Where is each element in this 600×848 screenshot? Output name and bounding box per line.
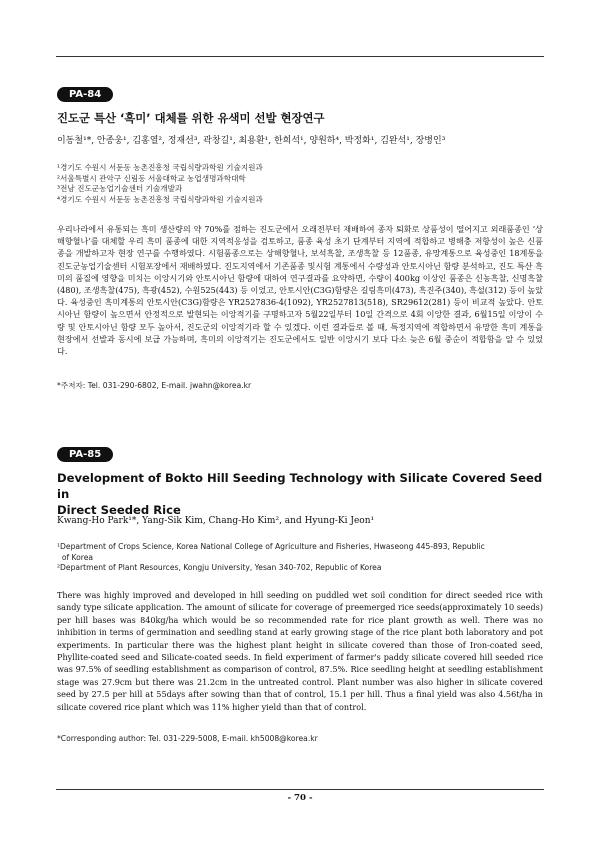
abstract-body: There was highly improved and developed in hill seeding on puddled wet soil condition for direct seeded rice with sandy type silicate application. The amount of silicate for coverage of preemerged rice seeds(approximately 10 seeds) per hill bases was 840kg/ha which would be so recommended rate for rice plant growth as well. There was no inhibition in terms of germination and seedling stand at early growing stage of the rice plant both laboratory and pot experiments. In particular there was the highest plant height in silicate covered than those of Iron-coated seed, Phyllite-coated seed and Silicate-coated seeds. In field experiment of farmer's paddy silicate covered hill seeded rice was 97.5% of seedling establishment as comparison of control, 87.5%. Rice seedling height at seedling establishment stage was 27.9cm but there was 21.2cm in the untreated control. Plant number was also higher in silicate covered seed by 27.5 per hill at 55days after sowing than that of control, 15.1 per hill. Thus a final yield was also 4.56t/ha in silicate covered rice plant which was 11% higher yield than that of control. xyxy=(57,590,543,712)
top-rule xyxy=(56,56,544,57)
corresponding-author: *주저자: Tel. 031-290-6802, E-mail. jwahn@korea.kr xyxy=(57,381,252,390)
affiliations xyxy=(57,163,545,205)
affiliation: ²Department of Plant Resources, Kongju University, Yesan 340-702, Republic of Korea xyxy=(57,563,382,573)
affiliation: ³전남 진도군농업기술센터 기술개발과 xyxy=(57,184,183,194)
page-number: - 70 - xyxy=(287,793,313,803)
affiliation: ¹경기도 수원시 서둔동 농촌진흥청 국립식량과학원 기술지원과 xyxy=(57,163,263,172)
abstract-id-badge: PA-84 xyxy=(57,87,113,102)
affiliation: of Korea xyxy=(57,552,94,562)
abstract-id-badge: PA-85 xyxy=(57,447,113,462)
affiliation: ¹Department of Crops Science, Korea National College of Agriculture and Fisheries, Hwaseong 445-893, Republic xyxy=(57,542,485,551)
abstract-title xyxy=(57,470,545,518)
author-list: Kwang-Ho Park¹*, Yang-Sik Kim, Chang-Ho Kim², and Hyung-Ki Jeon¹ xyxy=(57,516,375,526)
author-list: 이동철¹*, 안종웅¹, 김홍열², 정재선³, 곽창길¹, 최용환¹, 한희석¹, 양원하⁴, 박정화¹, 김완석¹, 장병인³ xyxy=(57,136,446,146)
bottom-rule xyxy=(56,789,544,790)
title-line: Direct Seeded Rice xyxy=(57,503,181,517)
corresponding-author: *Corresponding author: Tel. 031-229-5008, E-mail. kh5008@korea.kr xyxy=(57,734,318,743)
affiliation: ²서울특별시 관악구 신림동 서울대학교 농업생명과학대학 xyxy=(57,173,246,183)
affiliations xyxy=(57,542,545,574)
abstract-body: 우리나라에서 유통되는 흑미 생산량의 약 70%를 점하는 진도군에서 오래전부터 재배하여 종자 퇴화로 상품성이 떨어지고 외래품종인 ‘상해향혈나’를 대체할 우리 흑미 품종에 대한 지역적응성을 검토하고, 품종 육성 초기 단계부터 지역에 적합하고 병해충 저항성이 높은 신품종을 개발하고자 현장 연구를 수행하였다. 시험품종으로는 상해향혈나, 보석흑찰, 조생흑찰 등 12품종, 유망계통으로 육성중인 18계통을 진도군농업기술센터 시험포장에서 재배하였다. 진도지역에서 기존품종 및시험 계통에서 수량성과 안토시아닌 함량 분석하고, 진도 특산 흑미의 품질에 영향을 미치는 이앙시기와 안토시아닌 함량에 대하여 연구결과를 요약하면, 수량이 400kg 이상인 품종은 신농흑찰, 신명흑찰(480), 조생흑찰(475), 흑광(452), 수원525(443) 등 이었고, 안토시안(C3G)함량은 길림흑미(473), 흑진주(340), 흑설(312) 등이 높았다. 육성중인 흑미계통의 안토시안(C3G)함량은 YR2527836-4(1092), YR2527813(518), SR29612(281) 등이 비교적 높았다. 안토시아닌 함량이 높으면서 안정적으로 발현되는 이앙적기를 구명하고자 5월22일부터 10일 간격으로 4회 이앙한 결과, 6월15일 이앙이 수량 및 안토시아닌 함량 모두 높아서, 진도군의 이앙적기라 할 수 있겠다. 이런 결과들로 볼 때, 특정지역에 적합하면서 유망한 흑미 계통을 현장에서 선발과 동시에 보급 가능하며, 흑미의 이앙적기는 진도군에서도 일반 이앙시기 보다 다소 늦은 6월 중순이 적합함을 알 수 있었다. xyxy=(57,224,543,357)
title-line: Development of Bokto Hill Seeding Technology with Silicate Covered Seed in xyxy=(57,471,543,501)
affiliation: ⁴경기도 수원시 서둔동 농촌진흥청 국립식량과학원 기술지원과 xyxy=(57,194,263,204)
abstract-title: 진도군 특산 ‘흑미’ 대체를 위한 유색미 선발 현장연구 xyxy=(57,111,325,125)
